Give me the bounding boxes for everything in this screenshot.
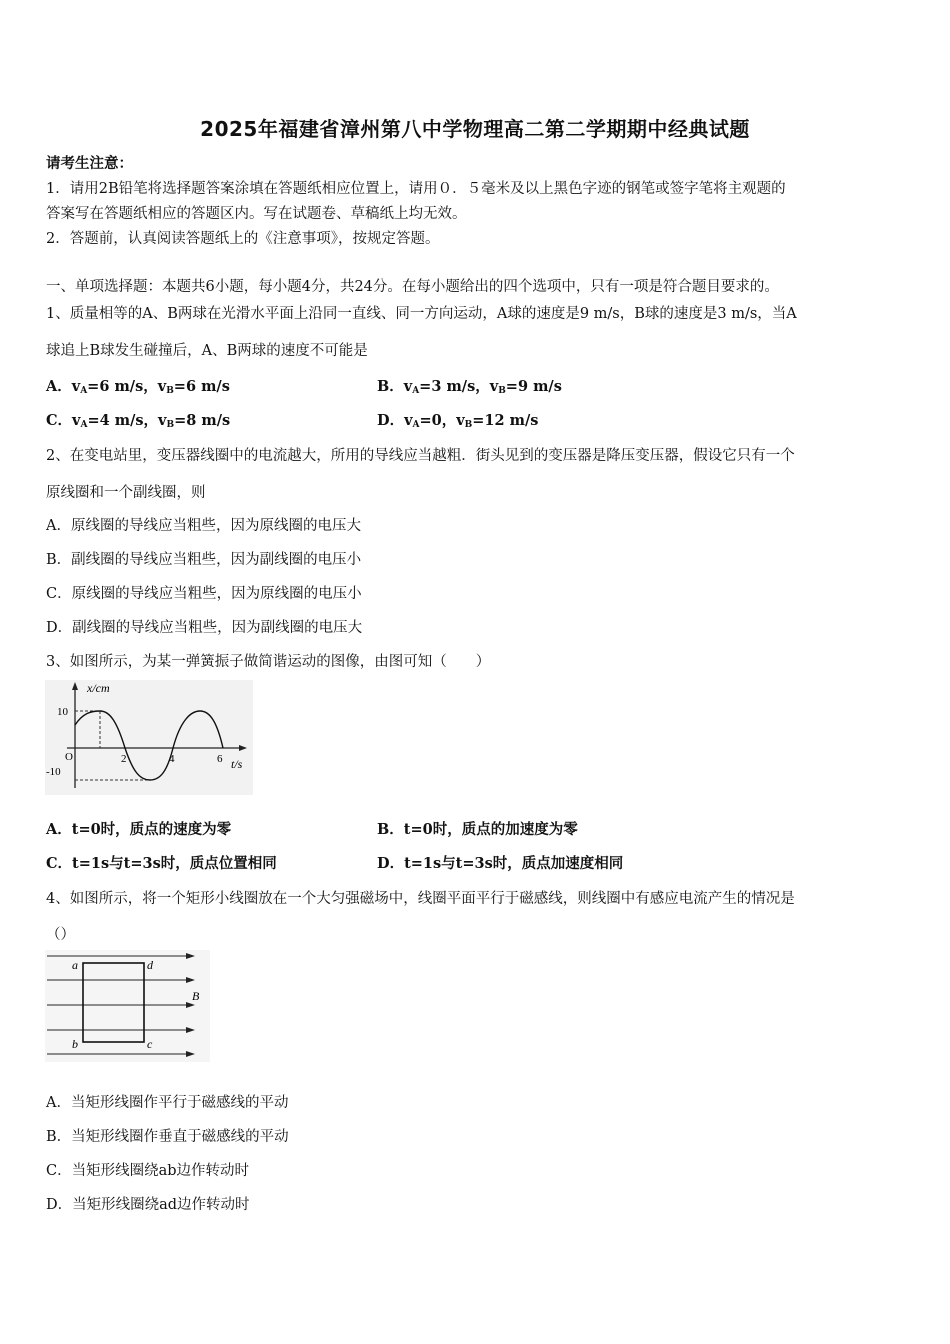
- q1-stem-line-1: 1、质量相等的A、B两球在光滑水平面上沿同一直线、同一方向运动，A球的速度是9 m/s，B球的速度是3 m/s，当A: [46, 306, 797, 322]
- q1-option-d-mid: =0，v: [419, 412, 465, 429]
- page-title: 2025年福建省漳州第八中学物理高二第二学期期中经典试题: [200, 117, 750, 141]
- q1-option-b-mid: =3 m/s，v: [419, 378, 499, 395]
- q2-stem-line-1: 2、在变电站里，变压器线圈中的电流越大，所用的导线应当越粗．街头见到的变压器是降压变压器，假设它只有一个: [46, 448, 795, 464]
- q1-option-a-end: =6 m/s: [173, 378, 230, 395]
- q3-stem: 3、如图所示，为某一弹簧振子做简谐运动的图像，由图可知（ ）: [46, 654, 491, 670]
- q4-stem-line-2: （）: [46, 927, 75, 943]
- sub-a: A: [80, 386, 88, 396]
- sub-b: B: [166, 420, 175, 430]
- field-label-b: B: [192, 989, 200, 1003]
- q1-option-c-end: =8 m/s: [174, 412, 231, 429]
- q4-option-a: A．当矩形线圈作平行于磁感线的平动: [46, 1095, 289, 1111]
- sub-a: A: [412, 420, 420, 430]
- notice-heading: 请考生注意：: [46, 155, 133, 172]
- q4-stem-line-1: 4、如图所示，将一个矩形小线圈放在一个大匀强磁场中，线圈平面平行于磁感线，则线圈中有感应电流产生的情况是: [46, 891, 795, 907]
- q4-option-b: B．当矩形线圈作垂直于磁感线的平动: [46, 1129, 289, 1145]
- x-axis-label: t/s: [231, 757, 243, 771]
- sub-a: A: [80, 420, 88, 430]
- q2-option-a: A．原线圈的导线应当粗些，因为原线圈的电压大: [46, 518, 361, 534]
- q2-option-d: D．副线圈的导线应当粗些，因为副线圈的电压大: [46, 620, 363, 636]
- figure-background: [45, 950, 210, 1062]
- q4-option-d: D．当矩形线圈绕ad边作转动时: [46, 1197, 250, 1213]
- notice-line-1a: 1．请用2B铅笔将选择题答案涂填在答题纸相应位置上，请用０．５毫米及以上黑色字迹的钢笔或签字笔将主观题的: [46, 181, 786, 197]
- graph-background: [45, 680, 253, 795]
- notice-line-1b: 答案写在答题纸相应的答题区内。写在试题卷、草稿纸上均无效。: [46, 206, 467, 222]
- sub-a: A: [412, 386, 420, 396]
- q3-option-a: A．t=0时，质点的速度为零: [46, 821, 232, 838]
- corner-label-b: b: [72, 1037, 78, 1051]
- q2-option-b: B．副线圈的导线应当粗些，因为副线圈的电压小: [46, 552, 362, 568]
- q1-option-a-mid: =6 m/s，v: [87, 378, 167, 395]
- notice-line-2: 2．答题前，认真阅读答题纸上的《注意事项》，按规定答题。: [46, 231, 440, 247]
- sub-b: B: [498, 386, 506, 396]
- q4-coil-figure: [45, 950, 210, 1062]
- sub-b: B: [166, 386, 174, 396]
- y-tick-minus-10: -10: [46, 766, 61, 778]
- corner-label-a: a: [72, 958, 78, 972]
- sub-b: B: [464, 420, 473, 430]
- corner-label-c: c: [147, 1037, 153, 1051]
- origin-label: O: [65, 751, 73, 763]
- x-tick-2: 2: [121, 753, 127, 765]
- q1-option-b-prefix: B．v: [377, 378, 413, 395]
- y-tick-10: 10: [57, 706, 68, 718]
- q1-option-c-prefix: C．v: [46, 412, 81, 429]
- q3-option-b: B．t=0时，质点的加速度为零: [377, 821, 578, 838]
- q1-option-c: [46, 409, 230, 430]
- q3-oscillation-graph: [45, 680, 253, 795]
- q1-option-d-end: =12 m/s: [472, 412, 539, 429]
- q2-stem-line-2: 原线圈和一个副线圈，则: [46, 485, 206, 501]
- q4-option-c: C．当矩形线圈绕ab边作转动时: [46, 1163, 250, 1179]
- q1-stem-line-2: 球追上B球发生碰撞后，A、B两球的速度不可能是: [46, 343, 368, 359]
- q1-option-d: [377, 409, 538, 430]
- x-tick-6: 6: [217, 753, 223, 765]
- q3-option-c: C．t=1s与t=3s时，质点位置相同: [46, 855, 277, 872]
- q1-option-b: [377, 375, 562, 396]
- x-tick-4: 4: [169, 753, 175, 765]
- q1-option-a: [46, 375, 230, 396]
- q2-option-c: C．原线圈的导线应当粗些，因为原线圈的电压小: [46, 586, 362, 602]
- q3-option-d: D．t=1s与t=3s时，质点加速度相同: [377, 855, 624, 872]
- q1-option-b-end: =9 m/s: [505, 378, 562, 395]
- y-axis-label: x/cm: [87, 681, 110, 695]
- corner-label-d: d: [147, 958, 153, 972]
- section-heading: 一、单项选择题：本题共6小题，每小题4分，共24分。在每小题给出的四个选项中，只有一项是符合题目要求的。: [46, 279, 779, 295]
- q1-option-a-prefix: A．v: [46, 378, 81, 395]
- q1-option-d-prefix: D．v: [377, 412, 413, 429]
- q1-option-c-mid: =4 m/s，v: [87, 412, 167, 429]
